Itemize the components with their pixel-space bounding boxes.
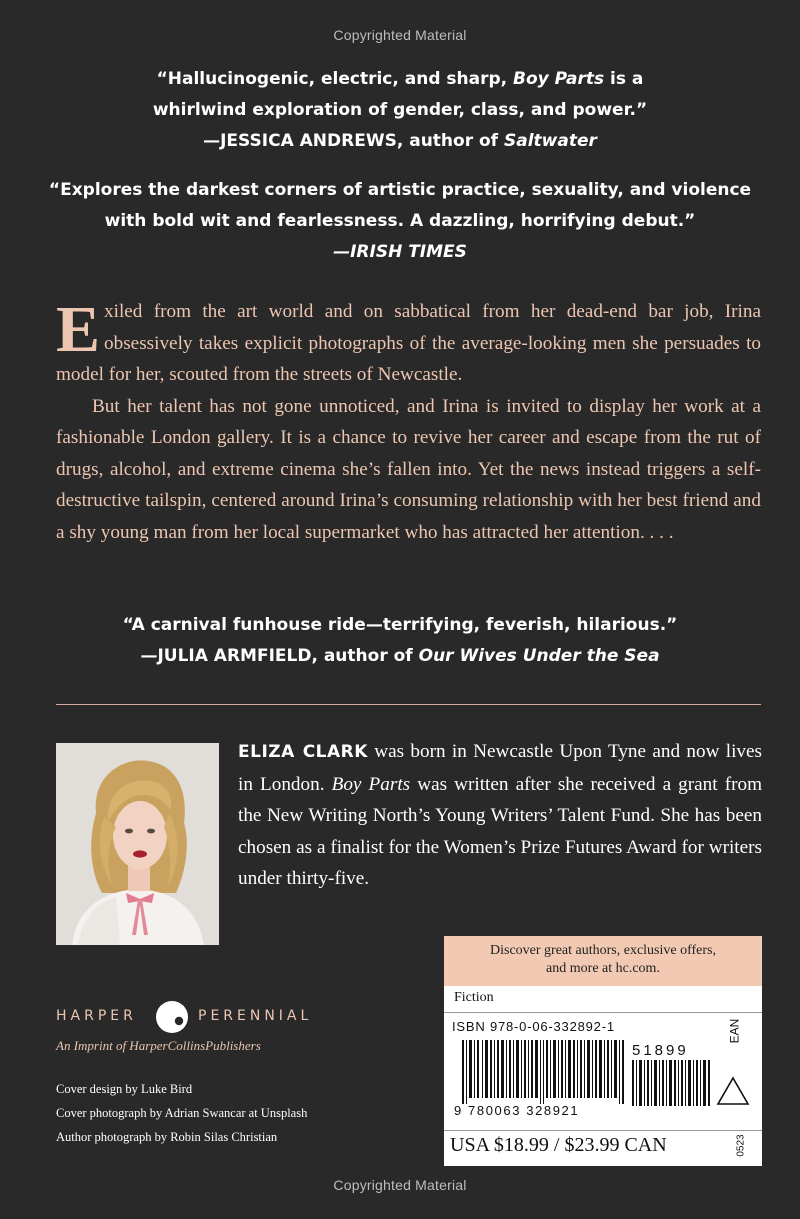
book-blurb (56, 293, 761, 548)
barcode-panel (444, 936, 762, 1166)
side-print-code: 0523 (735, 1134, 747, 1157)
quote-2-line-2: with bold wit and fearlessness. A dazzling, horrifying debut.” (104, 211, 696, 231)
credit-cover-photograph: Cover photograph by Adrian Swancar at Unsplash (56, 1106, 308, 1120)
isbn-barcode (462, 1040, 626, 1104)
publisher-imprint: An Imprint of HarperCollinsPublishers (56, 1038, 261, 1053)
category-label: Fiction (454, 990, 494, 1005)
harper-perennial-flame-icon (155, 1000, 189, 1034)
author-portrait-illustration (56, 743, 219, 945)
quote-jessica-andrews (0, 64, 800, 157)
author-photo (56, 743, 219, 945)
publisher-word-perennial: PERENNIAL (198, 1008, 313, 1024)
drop-cap: E (56, 293, 101, 366)
credit-cover-design: Cover design by Luke Bird (56, 1082, 193, 1096)
quote-1-line-1: “Hallucinogenic, electric, and sharp, Boy Parts is a (156, 69, 644, 89)
quote-3-attribution: —JULIA ARMFIELD, author of Our Wives Under the Sea (140, 646, 660, 666)
copyright-watermark-bottom: Copyrighted Material (333, 1177, 467, 1193)
quote-1-line-2: whirlwind exploration of gender, class, and power.” (152, 100, 648, 120)
quote-3-line-1: “A carnival funhouse ride—terrifying, feverish, hilarious.” (122, 615, 678, 635)
cover-credits (56, 1077, 307, 1149)
credit-author-photograph: Author photograph by Robin Silas Christian (56, 1130, 278, 1144)
publisher-word-harper: HARPER (56, 1008, 137, 1024)
price-rule (444, 1130, 762, 1131)
copyright-watermark-top: Copyrighted Material (333, 27, 467, 43)
quote-2-attribution: —IRISH TIMES (333, 242, 467, 262)
retail-price: USA $18.99 / $23.99 CAN (450, 1134, 667, 1156)
promo-line-1: Discover great authors, exclusive offers, (490, 943, 716, 958)
isbn-number: ISBN 978-0-06-332892-1 (452, 1019, 615, 1034)
price-code: 51899 (632, 1042, 689, 1059)
price-addon-barcode (632, 1060, 710, 1106)
blurb-paragraph-1: Exiled from the art world and on sabbatical from her dead-end bar job, Irina obsessively takes explicit photographs of the average-looking men she persuades to model for her, scouted from the streets of Newcastle. (56, 293, 761, 385)
quote-julia-armfield (0, 610, 800, 672)
blurb-paragraph-2: But her talent has not gone unnoticed, and Irina is invited to display her work at a fashionable London gallery. It is a chance to revive her career and escape from the rut of drugs, alcohol, and extreme cinema she’s fallen into. Yet the news instead triggers a self-destructive tailspin, centered around Irina’s consuming relationship with her best friend and a shy young man from her local supermarket who has attracted her attention. . . . (56, 395, 761, 543)
quote-2-line-1: “Explores the darkest corners of artistic practice, sexuality, and violence (48, 180, 752, 200)
section-divider (56, 704, 761, 705)
barcode-rule (444, 1012, 762, 1013)
promo-band (444, 936, 762, 986)
quote-1-attribution: —JESSICA ANDREWS, author of Saltwater (203, 131, 597, 151)
promo-line-2: and more at hc.com. (546, 961, 660, 976)
author-bio: ELIZA CLARK was born in Newcastle Upon Tyne and now lives in London. Boy Parts was written after she received a grant from the New Writing North’s Young Writers’ Talent Fund. She has been chosen as a finalist for the Women’s Prize Futures Award for writers under thirty-five. (238, 741, 762, 889)
ean-label: EAN (727, 1018, 742, 1044)
publisher-logo (56, 1000, 356, 1032)
author-name: ELIZA CLARK (238, 742, 368, 762)
barcode-digits: 9 780063 328921 (454, 1103, 580, 1118)
triangle-mark-icon (716, 1076, 750, 1106)
quote-irish-times (0, 175, 800, 268)
